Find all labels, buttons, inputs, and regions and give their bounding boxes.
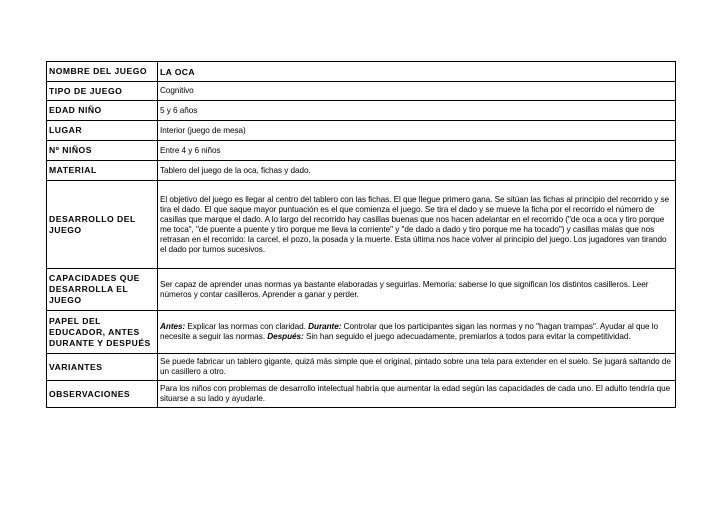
row-label-tipo: TIPO DE JUEGO xyxy=(47,82,158,101)
row-value-papel xyxy=(158,311,676,354)
row-label-ninos: Nº NIÑOS xyxy=(47,141,158,161)
row-value-edad: 5 y 6 años xyxy=(158,101,676,121)
row-value-nombre: LA OCA xyxy=(158,62,676,82)
table-row xyxy=(47,101,676,121)
row-label-edad: EDAD NIÑO xyxy=(47,101,158,121)
antes-text: Explicar las normas con claridad. xyxy=(185,322,309,331)
row-value-observaciones: Para los niños con problemas de desarrollo intelectual habría que aumentar la edad según las capacidades de cada uno. El adulto tendría que situarse a su lado y ayudarle. xyxy=(158,381,676,408)
despues-text: Sin han seguido el juego adecuadamente, premiarlos a todos para evitar la competitividad. xyxy=(303,332,631,341)
row-value-lugar: Interior (juego de mesa) xyxy=(158,121,676,141)
row-label-material: MATERIAL xyxy=(47,161,158,181)
game-sheet-table xyxy=(46,61,676,408)
row-value-ninos: Entre 4 y 6 niños xyxy=(158,141,676,161)
row-label-variantes: VARIANTES xyxy=(47,354,158,381)
table-row xyxy=(47,161,676,181)
row-value-capacidades: Ser capaz de aprender unas normas ya bastante elaboradas y seguirlas. Memoria: saberse lo que significan los distintos casilleros. Leer números y contar casilleros. Aprender a ganar y perder. xyxy=(158,269,676,311)
row-value-variantes: Se puede fabricar un tablero gigante, quizá más simple que el original, pintado sobre una tela para extender en el suelo. Se jugará saltando de un casillero a otro. xyxy=(158,354,676,381)
row-value-tipo: Cognitivo xyxy=(158,82,676,101)
row-label-nombre: NOMBRE DEL JUEGO xyxy=(47,62,158,82)
table-row xyxy=(47,311,676,354)
row-label-observaciones: OBSERVACIONES xyxy=(47,381,158,408)
row-label-desarrollo: DESARROLLO DEL JUEGO xyxy=(47,181,158,269)
table-row xyxy=(47,121,676,141)
table-row xyxy=(47,141,676,161)
table-row xyxy=(47,381,676,408)
row-value-desarrollo: El objetivo del juego es llegar al centro del tablero con las fichas. El que llegue primero gana. Se sitúan las fichas al principio del recorrido y se tira el dado. El que saque mayor puntuación es el que comienza el juego. Se tira el dado y se mueve la ficha por el recorrido el número de casillas que marque el dado. A lo largo del recorrido hay casillas buenas que nos hacen adelantar en el recorrido ("de oca a oca y tiro porque me toca", "de puente a puente y tiro porque me lleva la corriente" y "de dado a dado y tiro porque me ha tocado") y casillas malas que nos retrasan en el recorrido: la carcel, el pozo, la posada y la muerte. Esta última nos hace volver al principio del juego. Los jugadores van tirando el dado por turnos sucesivos. xyxy=(158,181,676,269)
table-row xyxy=(47,82,676,101)
row-label-papel: PAPEL DEL EDUCADOR, ANTES DURANTE Y DESPUÉS xyxy=(47,311,158,354)
durante-label: Durante: xyxy=(308,322,342,331)
antes-label: Antes: xyxy=(160,322,186,331)
table-row xyxy=(47,269,676,311)
table-row xyxy=(47,354,676,381)
despues-label: Después: xyxy=(267,332,304,341)
table-row xyxy=(47,181,676,269)
row-label-lugar: LUGAR xyxy=(47,121,158,141)
table-row xyxy=(47,62,676,82)
row-label-capacidades: CAPACIDADES QUE DESARROLLA EL JUEGO xyxy=(47,269,158,311)
row-value-material: Tablero del juego de la oca, fichas y dado. xyxy=(158,161,676,181)
durante-text: Controlar que los participantes sigan las normas y no "hagan trampas". Ayudar al que lo necesite a seguir las normas. xyxy=(160,322,659,341)
